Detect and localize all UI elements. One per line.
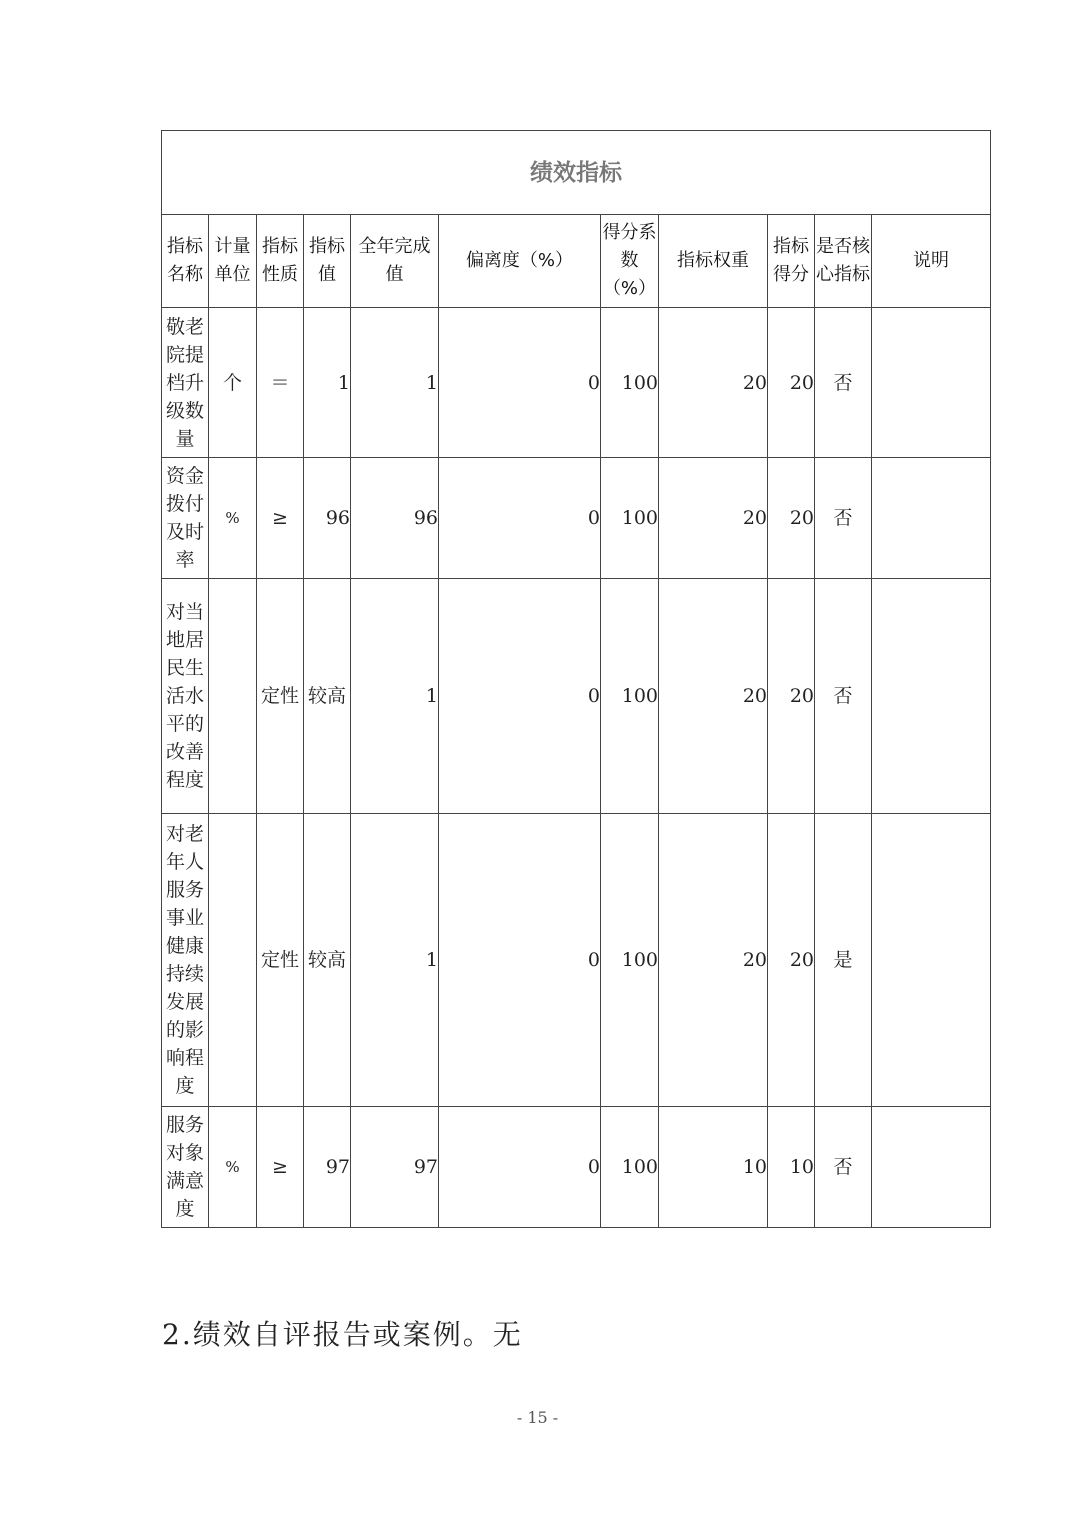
row-weight: 20: [659, 814, 768, 1107]
header-note: 说明: [872, 215, 991, 308]
row-target-value: 96: [304, 458, 351, 579]
row-target-value: 97: [304, 1107, 351, 1228]
row-note: [872, 1107, 991, 1228]
header-target-value: 指标值: [304, 215, 351, 308]
row-score-coefficient: 100: [601, 579, 659, 814]
table-row: [162, 1107, 991, 1228]
row-weight: 20: [659, 308, 768, 458]
row-actual-value: 1: [351, 814, 439, 1107]
row-score: 20: [768, 308, 815, 458]
row-core-indicator: 是: [815, 814, 872, 1107]
row-weight: 10: [659, 1107, 768, 1228]
row-target-value: 较高: [304, 579, 351, 814]
table-row: [162, 308, 991, 458]
table-row: [162, 458, 991, 579]
row-deviation: 0: [439, 579, 601, 814]
row-deviation: 0: [439, 308, 601, 458]
performance-indicator-table: [161, 130, 991, 1228]
row-indicator-name: 资金拨付及时率: [162, 458, 209, 579]
row-unit: %: [209, 458, 257, 579]
row-weight: 20: [659, 458, 768, 579]
row-indicator-name: 对当地居民生活水平的改善程度: [162, 579, 209, 814]
row-score-coefficient: 100: [601, 458, 659, 579]
header-actual-value: 全年完成值: [351, 215, 439, 308]
table-header-row: [162, 215, 991, 308]
row-note: [872, 458, 991, 579]
row-score-coefficient: 100: [601, 814, 659, 1107]
header-core-indicator: 是否核心指标: [815, 215, 872, 308]
header-score: 指标得分: [768, 215, 815, 308]
row-unit: %: [209, 1107, 257, 1228]
row-score-coefficient: 100: [601, 308, 659, 458]
row-actual-value: 97: [351, 1107, 439, 1228]
table-row: [162, 579, 991, 814]
row-deviation: 0: [439, 1107, 601, 1228]
row-core-indicator: 否: [815, 458, 872, 579]
row-nature: ≥: [257, 458, 304, 579]
row-actual-value: 1: [351, 579, 439, 814]
row-core-indicator: 否: [815, 308, 872, 458]
row-indicator-name: 对老年人服务事业健康持续发展的影响程度: [162, 814, 209, 1107]
row-note: [872, 308, 991, 458]
row-deviation: 0: [439, 458, 601, 579]
header-score-coefficient: 得分系数（%）: [601, 215, 659, 308]
header-deviation: 偏离度（%）: [439, 215, 601, 308]
row-weight: 20: [659, 579, 768, 814]
header-weight: 指标权重: [659, 215, 768, 308]
row-score: 20: [768, 458, 815, 579]
row-deviation: 0: [439, 814, 601, 1107]
row-note: [872, 814, 991, 1107]
row-nature: 定性: [257, 579, 304, 814]
table-title: 绩效指标: [162, 131, 991, 215]
row-unit: [209, 579, 257, 814]
page-number: - 15 -: [516, 1408, 559, 1427]
header-unit: 计量单位: [209, 215, 257, 308]
row-actual-value: 1: [351, 308, 439, 458]
row-nature: 定性: [257, 814, 304, 1107]
row-score: 10: [768, 1107, 815, 1228]
row-score-coefficient: 100: [601, 1107, 659, 1228]
row-actual-value: 96: [351, 458, 439, 579]
header-nature: 指标性质: [257, 215, 304, 308]
row-core-indicator: 否: [815, 579, 872, 814]
row-core-indicator: 否: [815, 1107, 872, 1228]
row-indicator-name: 服务对象满意度: [162, 1107, 209, 1228]
row-nature: ≥: [257, 1107, 304, 1228]
row-nature: ＝: [257, 308, 304, 458]
row-score: 20: [768, 579, 815, 814]
row-target-value: 1: [304, 308, 351, 458]
row-note: [872, 579, 991, 814]
table-row: [162, 814, 991, 1107]
row-unit: [209, 814, 257, 1107]
row-indicator-name: 敬老院提档升级数量: [162, 308, 209, 458]
row-score: 20: [768, 814, 815, 1107]
row-unit: 个: [209, 308, 257, 458]
row-target-value: 较高: [304, 814, 351, 1107]
section-heading: 2.绩效自评报告或案例。无: [162, 1318, 523, 1351]
header-indicator-name: 指标名称: [162, 215, 209, 308]
